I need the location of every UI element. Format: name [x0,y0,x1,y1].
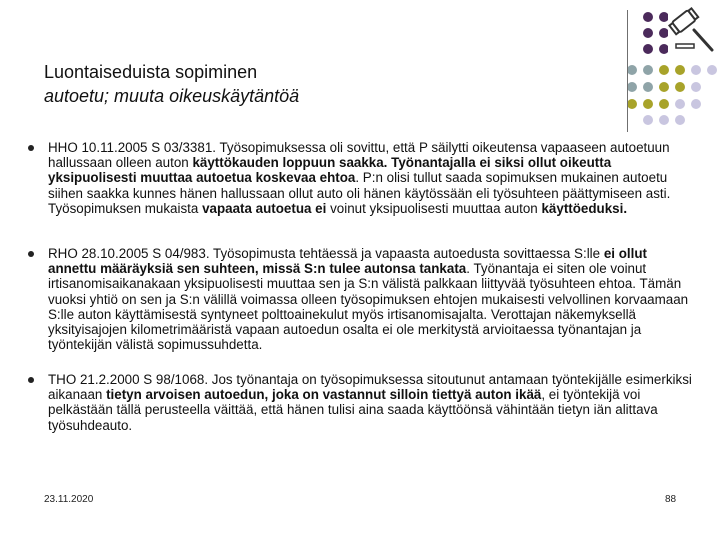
text: . P:n olisi tullut saada sopimuksen mukainen autoetu siihen saakka kunnes hänen hallussaan ollut auto oli hänen käytössään eli työsuhteen päättymiseen asti. Työsopimuksen mukaista [48,170,671,216]
dot [643,115,653,125]
dot [643,44,653,54]
title-line-2: autoetu; muuta oikeuskäytäntöä [44,86,300,106]
divider-line [627,10,628,132]
dot [675,65,685,75]
dot [659,99,669,109]
dot [659,82,669,92]
dot [659,44,669,54]
dot [659,65,669,75]
case-reference: THO 21.2.2000 S 98/1068 [48,372,205,387]
dot [675,82,685,92]
bold-text: Työnantajalla ei siksi ollut oikeutta yksipuolisesti muuttaa autoetua koskevaa ehtoa [48,155,612,186]
dot [659,115,669,125]
text: . Jos työnantaja on työsopimuksessa sitoutunut antamaan työntekijälle esimerkiksi aikanaan [48,372,692,403]
dot [675,99,685,109]
bullet-dot-icon [28,377,34,383]
dot [627,99,637,109]
dot [643,28,653,38]
dot [627,65,637,75]
bold-text: käyttöeduksi. [541,200,628,216]
case-reference: RHO 28.10.2005 S 04/983 [48,246,206,261]
bullet-item [28,372,694,433]
page-number: 88 [665,494,677,505]
dot [691,82,701,92]
dot [707,65,717,75]
text: . Työnantaja ei siten ole voinut irtisanomisaikanakaan yksipuolisesti muuttaa sen ja S:n välistä palkkaan liittyvää työsuhteen ehtoa. Tämän vuoksi yhtiö on sen ja S:n välillä voimassa olleen työsopimuksen ehtojen mukaisesti velvollinen korvaamaan S:lle auton käyttämisestä syntyneet polttoainekulut myös irtisanomisajalta. Verottajan näkemyksellä yksityisajojen kilometrimääristä vapaan autoedun osalta ei ole merkitystä arvioitaessa työnantajan ja työntekijän välistä sopimussuhdetta. [48,261,689,353]
dot [643,65,653,75]
slide-title [44,60,604,108]
text: , ei työntekijä voi pelkästään tällä perusteella väittää, että hänen tulisi aina saada käyttöönsä vähintään tietyn iän alittava työsuhdeauto. [48,387,658,433]
text: . Työsopimuksessa oli sovittu, että P säilytti oikeutensa vapaaseen autoetuun hallussaan olleen auton [48,140,670,171]
bold-text: ei ollut annettu määräyksiä sen suhteen, missä S:n tulee autonsa tankata [48,246,647,277]
dot [643,99,653,109]
bullet-dot-icon [28,251,34,257]
case-reference: HHO 10.11.2005 S 03/3381 [48,140,213,155]
bold-text: käyttökauden loppuun saakka. [192,155,388,171]
dot [643,82,653,92]
dot [675,115,685,125]
text: voinut yksipuolisesti muuttaa auton [326,200,542,216]
bullet-item [28,140,694,246]
title-line-1: Luontaiseduista sopiminen [44,62,258,82]
gavel-icon [668,4,716,58]
bold-text: vapaata autoetua ei [202,200,327,216]
bold-text: tietyn arvoisen autoedun, joka on vastannut silloin tiettyä auton ikää [106,387,542,403]
dot [659,28,669,38]
footer-date: 23.11.2020 [44,494,94,505]
bullet-list [28,140,694,433]
bullet-dot-icon [28,145,34,151]
dot [643,12,653,22]
dot [691,99,701,109]
dot [659,12,669,22]
text: . Työsopimusta tehtäessä ja vapaasta autoedusta sovittaessa S:lle [205,246,604,261]
dot [627,82,637,92]
dot [691,65,701,75]
bullet-item [28,246,694,372]
